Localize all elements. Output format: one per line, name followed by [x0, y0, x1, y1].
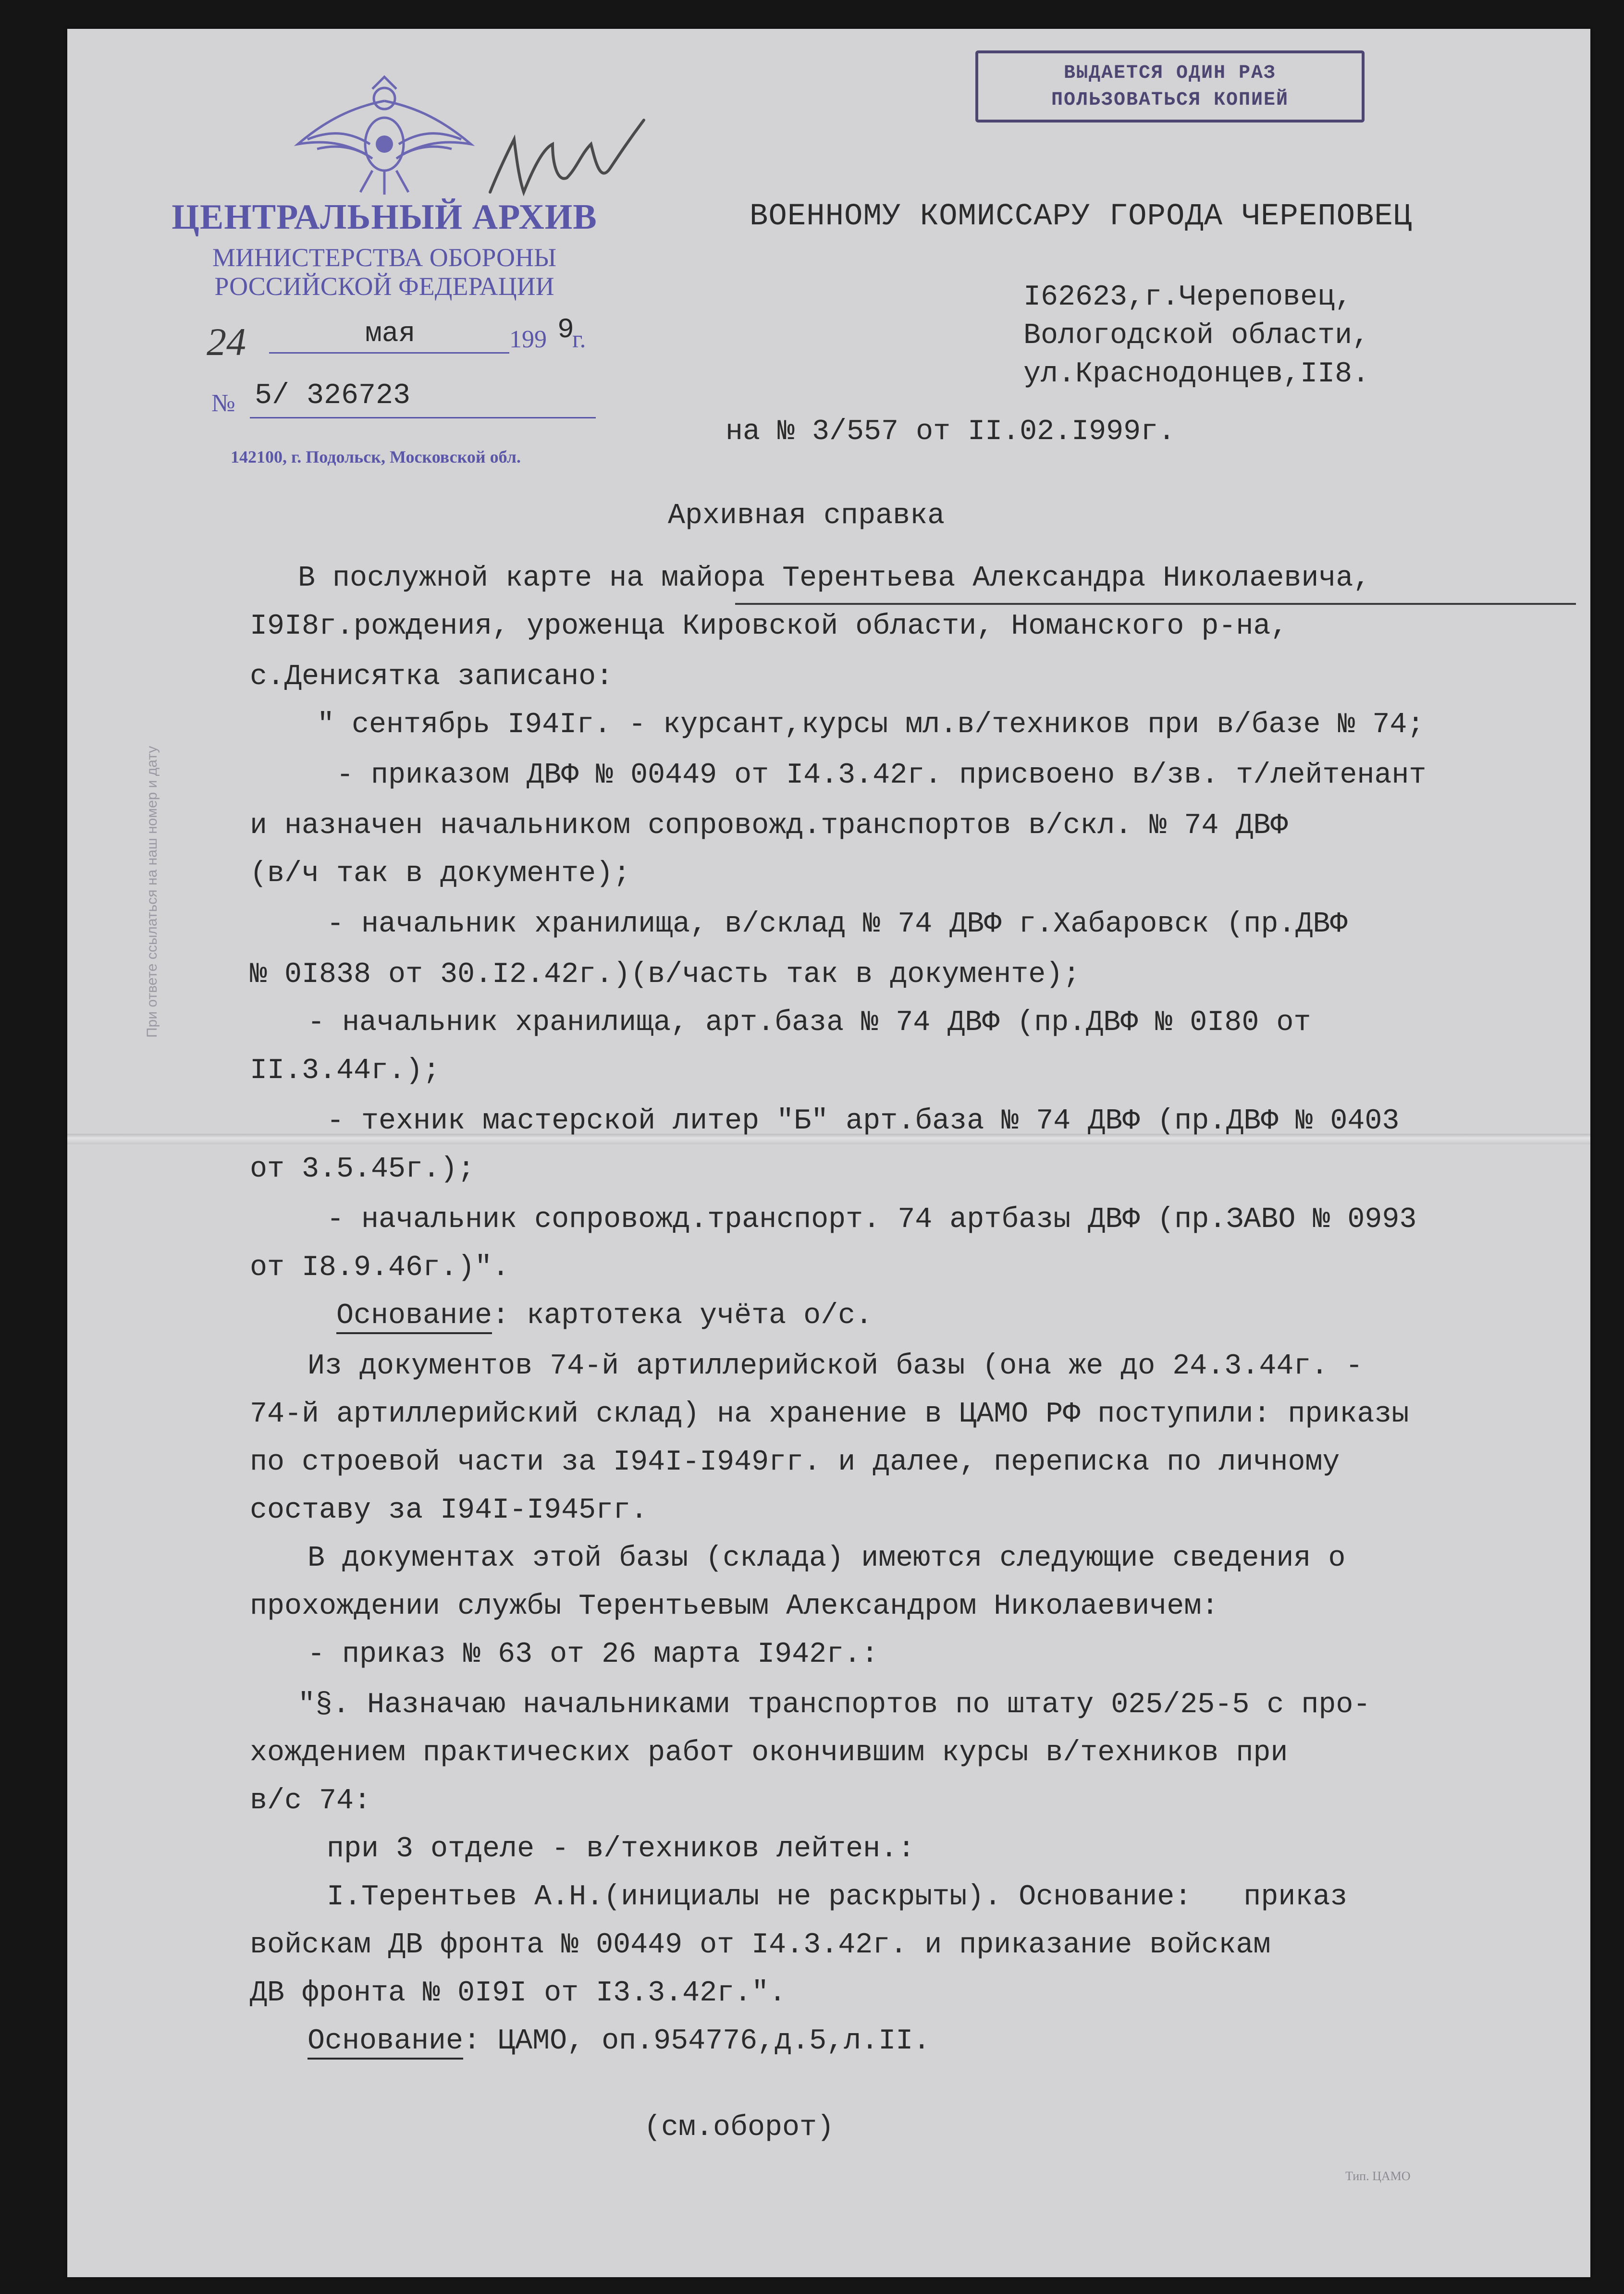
body-line: (в/ч так в документе); — [250, 858, 631, 890]
date-year-hand: 9 — [557, 315, 574, 346]
body-line: - приказом ДВФ № 00449 от I4.3.42г. присвоено в/зв. т/лейтенант — [336, 759, 1427, 792]
stamp-line-1: ВЫДАЕТСЯ ОДИН РАЗ — [1063, 62, 1277, 84]
body-line: I9I8г.рождения, уроженца Кировской области, Номанского р-на, — [250, 610, 1288, 643]
body-line: Основание: картотека учёта о/с. — [336, 1300, 873, 1332]
letter-number — [211, 380, 596, 423]
body-line: В документах этой базы (склада) имеются следующие сведения о — [308, 1542, 1346, 1575]
document-title: Архивная справка — [668, 500, 945, 532]
body-line: при 3 отделе - в/техников лейтен.: — [327, 1833, 915, 1865]
body-line: - приказ № 63 от 26 марта I942г.: — [308, 1638, 879, 1671]
body-line: прохождении службы Терентьевым Александром Николаевичем: — [250, 1590, 1219, 1623]
body-line: № 0I838 от 30.I2.42г.)(в/часть так в документе); — [250, 958, 1081, 991]
number-prefix: № — [211, 390, 235, 417]
body-line: составу за I94I-I945гг. — [250, 1494, 648, 1527]
side-note: При ответе ссылаться на наш номер и дату — [144, 746, 160, 1038]
date-year-printed: 199 г. — [509, 326, 586, 353]
ministry-name: МИНИСТЕРСТВА ОБОРОНЫ — [212, 243, 557, 272]
body-line: с.Денисятка записано: — [250, 661, 614, 693]
archive-address: 142100, г. Подольск, Московской обл. — [231, 447, 521, 466]
see-reverse-note: (см.оборот) — [644, 2111, 835, 2144]
body-line: Из документов 74-й артиллерийской базы (она же до 24.3.44г. - — [308, 1350, 1363, 1383]
body-line: В послужной карте на майора Терентьева Александра Николаевича, — [298, 562, 1371, 595]
body-line: - техник мастерской литер "Б" арт.база № 74 ДВФ (пр.ДВФ № 0403 — [327, 1105, 1400, 1138]
archive-name: ЦЕНТРАЛЬНЫЙ АРХИВ — [172, 197, 597, 237]
date-month: мая — [365, 319, 416, 350]
body-line: Основание: ЦАМО, оп.954776,д.5,л.II. — [308, 2025, 930, 2058]
body-line: - начальник сопровожд.транспорт. 74 артбазы ДВФ (пр.ЗАВО № 0993 — [327, 1203, 1417, 1236]
reference-number: на № 3/557 от II.02.I999г. — [726, 416, 1176, 448]
body-line: по строевой части за I94I-I949гг. и далее, переписка по личному — [250, 1446, 1340, 1479]
date-day: 24 — [207, 320, 246, 364]
body-line: войскам ДВ фронта № 00449 от I4.3.42г. и приказание войскам — [250, 1929, 1271, 1962]
body-line: "§. Назначаю начальниками транспортов по штату 025/25-5 с про- — [298, 1689, 1371, 1721]
body-line: - начальник хранилища, арт.база № 74 ДВФ (пр.ДВФ № 0I80 от — [308, 1006, 1311, 1039]
issue-stamp — [975, 50, 1365, 123]
date-underline — [269, 352, 509, 354]
number-underline — [250, 417, 596, 418]
body-line: I.Терентьев А.Н.(инициалы не раскрыты). Основание: приказ — [327, 1881, 1348, 1914]
body-line: - начальник хранилища, в/склад № 74 ДВФ г.Хабаровск (пр.ДВФ — [327, 908, 1348, 941]
recipient-title: ВОЕННОМУ КОМИССАРУ ГОРОДА ЧЕРЕПОВЕЦ — [750, 199, 1413, 234]
eagle-emblem-icon — [288, 72, 480, 197]
recipient-address-line-3: ул.Краснодонцев,II8. — [1023, 358, 1370, 391]
body-line: и назначен начальником сопровожд.транспортов в/скл. № 74 ДВФ — [250, 810, 1288, 842]
body-line: от 3.5.45г.); — [250, 1153, 475, 1186]
body-line: хождением практических работ окончившим курсы в/техников при — [250, 1737, 1288, 1769]
letter-date — [192, 315, 605, 364]
recipient-address-line-1: I62623,г.Череповец, — [1023, 281, 1353, 314]
body-line: " сентябрь I94Iг. - курсант,курсы мл.в/техников при в/базе № 74; — [317, 709, 1425, 741]
body-line: 74-й артиллерийский склад) на хранение в ЦАМО РФ поступили: приказы — [250, 1398, 1409, 1431]
federation-name: РОССИЙСКОЙ ФЕДЕРАЦИИ — [214, 272, 554, 301]
name-underline — [735, 603, 1576, 605]
body-line: ДВ фронта № 0I9I от I3.3.42г.". — [250, 1977, 787, 2010]
body-line: от I8.9.46г.)". — [250, 1251, 510, 1284]
body-line: II.3.44г.); — [250, 1055, 441, 1087]
number-value: 5/ 326723 — [255, 380, 411, 412]
print-mark: Тип. ЦАМО — [1345, 2169, 1411, 2183]
recipient-address-line-2: Вологодской области, — [1023, 319, 1370, 352]
handwritten-signature — [480, 110, 653, 216]
stamp-line-2: ПОЛЬЗОВАТЬСЯ КОПИЕЙ — [1051, 89, 1289, 111]
body-line: в/с 74: — [250, 1785, 371, 1817]
